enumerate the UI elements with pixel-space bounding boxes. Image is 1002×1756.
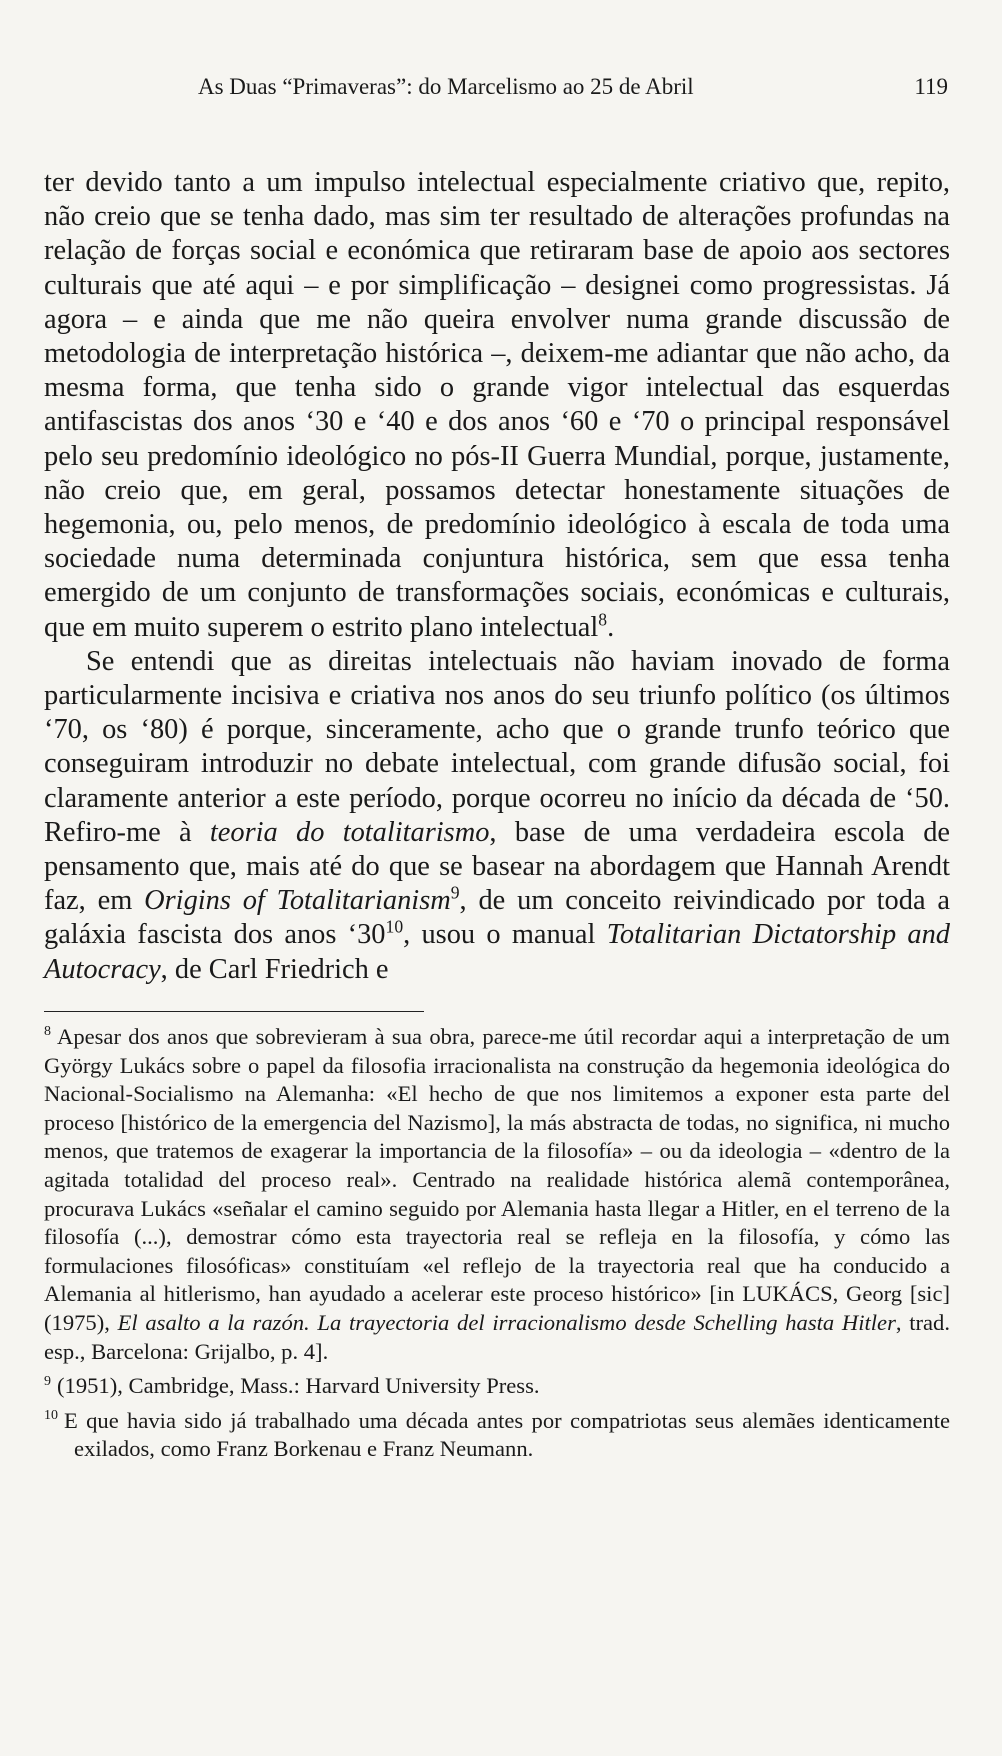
footnote-8 [44,1023,950,1366]
paragraph-2-text-d: , usou o manual [403,919,607,951]
italic-theory-term: teoria do totalitarismo [209,816,490,848]
paragraph-2-text-b: , base de uma verdadeira escola de pensamento que, mais até do que se basear na abordagem que Hannah Arendt faz, em [44,816,950,917]
footnote-8-italic-title: El asalto a la razón. La trayectoria del irracionalismo desde Schelling hasta Hitler [117,1309,896,1335]
footnote-9 [44,1372,950,1401]
paragraph-2-text-a: Se entendi que as direitas intelectuais não haviam inovado de forma particularmente incisiva e criativa nos anos do seu triunfo político (os últimos ‘70, os ‘80) é porque, sinceramente, acho que o grande trunfo teórico que conseguiram introduzir no debate intelectual, com grande difusão social, foi claramente anterior a este período, porque ocorreu no início da década de ‘50. Refiro-me à [44,645,950,848]
body-text [44,166,950,987]
footnote-10-text: E que havia sido já trabalhado uma década antes por compatriotas seus alemães identicamente exilados, como Franz Borkenau e Franz Neumann. [64,1407,950,1462]
footnote-8-text-b: , trad. esp., Barcelona: Grijalbo, p. 4]. [44,1309,950,1364]
page-number: 119 [914,74,948,99]
footnote-9-mark: 9 [44,1373,51,1389]
italic-book-title-friedrich: Totalitarian Dictatorship and Autocracy [44,919,950,985]
running-head [0,72,1002,102]
paragraph-2 [44,645,950,987]
footnote-10 [44,1407,950,1464]
italic-book-title-arendt: Origins of Totalitarianism [144,885,451,917]
footnote-ref-10: 10 [385,917,404,937]
footnote-10-mark: 10 [44,1408,58,1424]
footnote-8-mark: 8 [44,1024,51,1040]
footnote-9-text: (1951), Cambridge, Mass.: Harvard University Press. [57,1373,540,1399]
footnote-8-text-a: Apesar dos anos que sobrevieram à sua obra, parece-me útil recordar aqui a interpretação de um György Lukács sobre o papel da filosofia irracionalista na construção da hegemonia ideológica do Nacional-Socialismo na Alemanha: «El hecho de que nos limitemos a exponer esta parte del proceso [histórico de la emergencia del Nazismo], la más abstracta de todas, no significa, ni mucho menos, que tratemos de exagerar la importancia de la filosofía» – ou da ideologia – «dentro de la agitada totalidad del proceso real». Centrado na realidade histórica alemã contemporânea, procurava Lukács «señalar el camino seguido por Alemania hasta llegar a Hitler, en el terreno de la filosofía (...), demostrar cómo esta trayectoria real se refleja en la filosofía, y cómo las formulaciones filosóficas» constituíam «el reflejo de la trayectoria real que ha conducido a Alemania al hitlerismo, han ayudado a acelerar este proceso histórico» [in LUKÁCS, Georg [sic] (1975), [44,1024,950,1335]
footnotes [44,1023,950,1470]
footnote-separator [44,1011,424,1012]
paragraph-2-text-c: , de um conceito reivindicado por toda a galáxia fascista dos anos ‘30 [44,885,950,951]
running-title: As Duas “Primaveras”: do Marcelismo ao 25 de Abril [198,74,694,99]
footnote-ref-8: 8 [598,609,608,630]
paragraph-1 [44,166,950,645]
paragraph-2-text-e: , de Carl Friedrich e [160,953,389,985]
footnote-ref-9: 9 [450,882,460,903]
paragraph-1-text: ter devido tanto a um impulso intelectual especialmente criativo que, repito, não creio que se tenha dado, mas sim ter resultado de alterações profundas na relação de forças social e económica que retiraram base de apoio aos sectores culturais que até aqui – e por simplificação – designei como progressistas. Já agora – e ainda que me não queira envolver numa grande discussão de metodologia de interpretação histórica –, deixem-me adiantar que não acho, da mesma forma, que tenha sido o grande vigor intelectual das esquerdas antifascistas dos anos ‘30 e ‘40 e dos anos ‘60 e ‘70 o principal responsável pelo seu predomínio ideológico no pós-II Guerra Mundial, porque, justamente, não creio que, em geral, possamos detectar honestamente situações de hegemonia, ou, pelo menos, de predomínio ideológico à escala de toda uma sociedade numa determinada conjuntura histórica, sem que essa tenha emergido de um conjunto de transformações sociais, económicas e culturais, que em muito superem o estrito plano intelectual [44,167,950,643]
paragraph-1-end: . [607,611,615,643]
